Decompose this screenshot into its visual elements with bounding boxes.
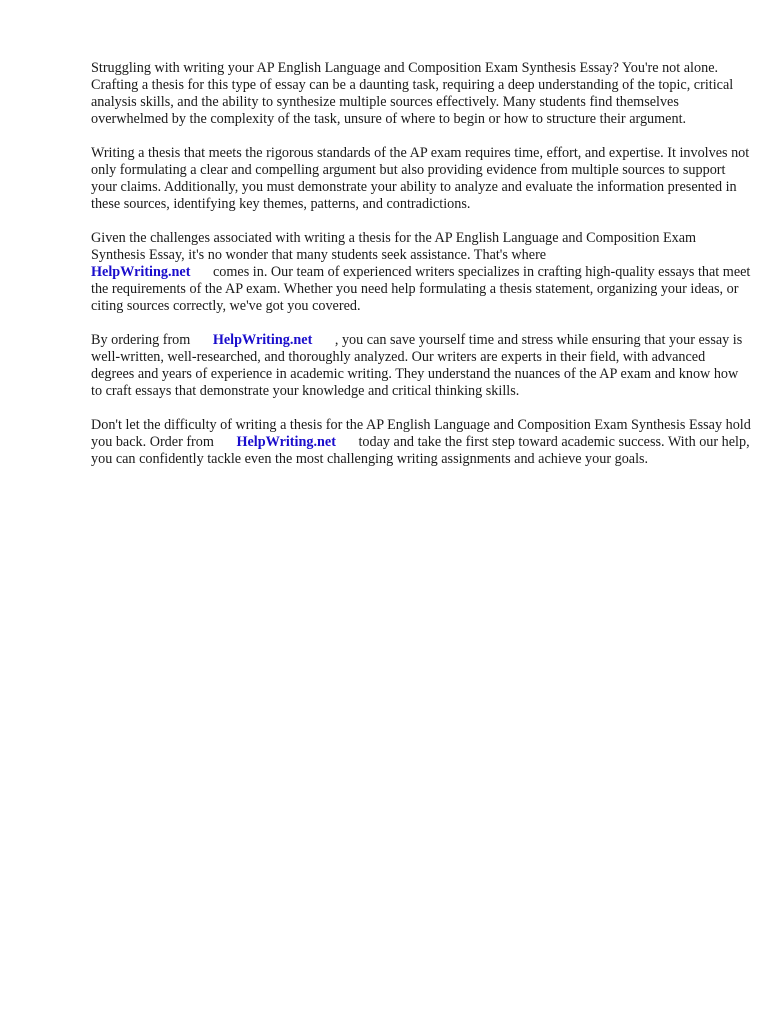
helpwriting-link[interactable]: HelpWriting.net	[91, 264, 191, 280]
paragraph-text: Don't let the difficulty of writing a thesis for the AP English Language and Composition Exam Synthesis Essay hold you back. Order from	[91, 417, 751, 450]
paragraph-ordering	[91, 332, 751, 400]
paragraph-intro: Struggling with writing your AP English Language and Composition Exam Synthesis Essay? You're not alone. Crafting a thesis for this type of essay can be a daunting task, requiring a deep understanding of the topic, critical analysis skills, and the ability to synthesize multiple sources effectively. Many students find themselves overwhelmed by the complexity of the task, unsure of where to begin or how to structure their argument.	[91, 60, 734, 127]
paragraph-text: today and take the first step toward academic success. With our help, you can confidently tackle even the most challenging writing assignments and achieve your goals.	[91, 434, 750, 467]
paragraph-conclusion	[91, 417, 751, 468]
paragraph-challenges	[91, 230, 751, 315]
paragraph-text: , you can save yourself time and stress while ensuring that your essay is well-written, well-researched, and thoroughly analyzed. Our writers are experts in their field, with advanced degrees and years of experience in academic writing. They understand the nuances of the AP exam and know how to craft essays that demonstrate your knowledge and critical thinking skills.	[91, 332, 743, 399]
paragraph-text: comes in. Our team of experienced writers specializes in crafting high-quality essays that meet the requirements of the AP exam. Whether you need help formulating a thesis statement, organizing your ideas, or citing sources correctly, we've got you covered.	[91, 264, 751, 314]
paragraph-text: By ordering from	[91, 332, 191, 348]
paragraph-text: Given the challenges associated with writing a thesis for the AP English Language and Composition Exam Synthesis Essay, it's no wonder that many students seek assistance. That's where	[91, 230, 697, 263]
document-page	[91, 60, 751, 485]
paragraph-requirements: Writing a thesis that meets the rigorous standards of the AP exam requires time, effort, and expertise. It involves not only formulating a clear and compelling argument but also providing evidence from multiple sources to support your claims. Additionally, you must demonstrate your ability to analyze and evaluate the information presented in these sources, identifying key themes, patterns, and contradictions.	[91, 145, 750, 212]
helpwriting-link[interactable]: HelpWriting.net	[236, 434, 336, 450]
helpwriting-link[interactable]: HelpWriting.net	[212, 332, 313, 348]
